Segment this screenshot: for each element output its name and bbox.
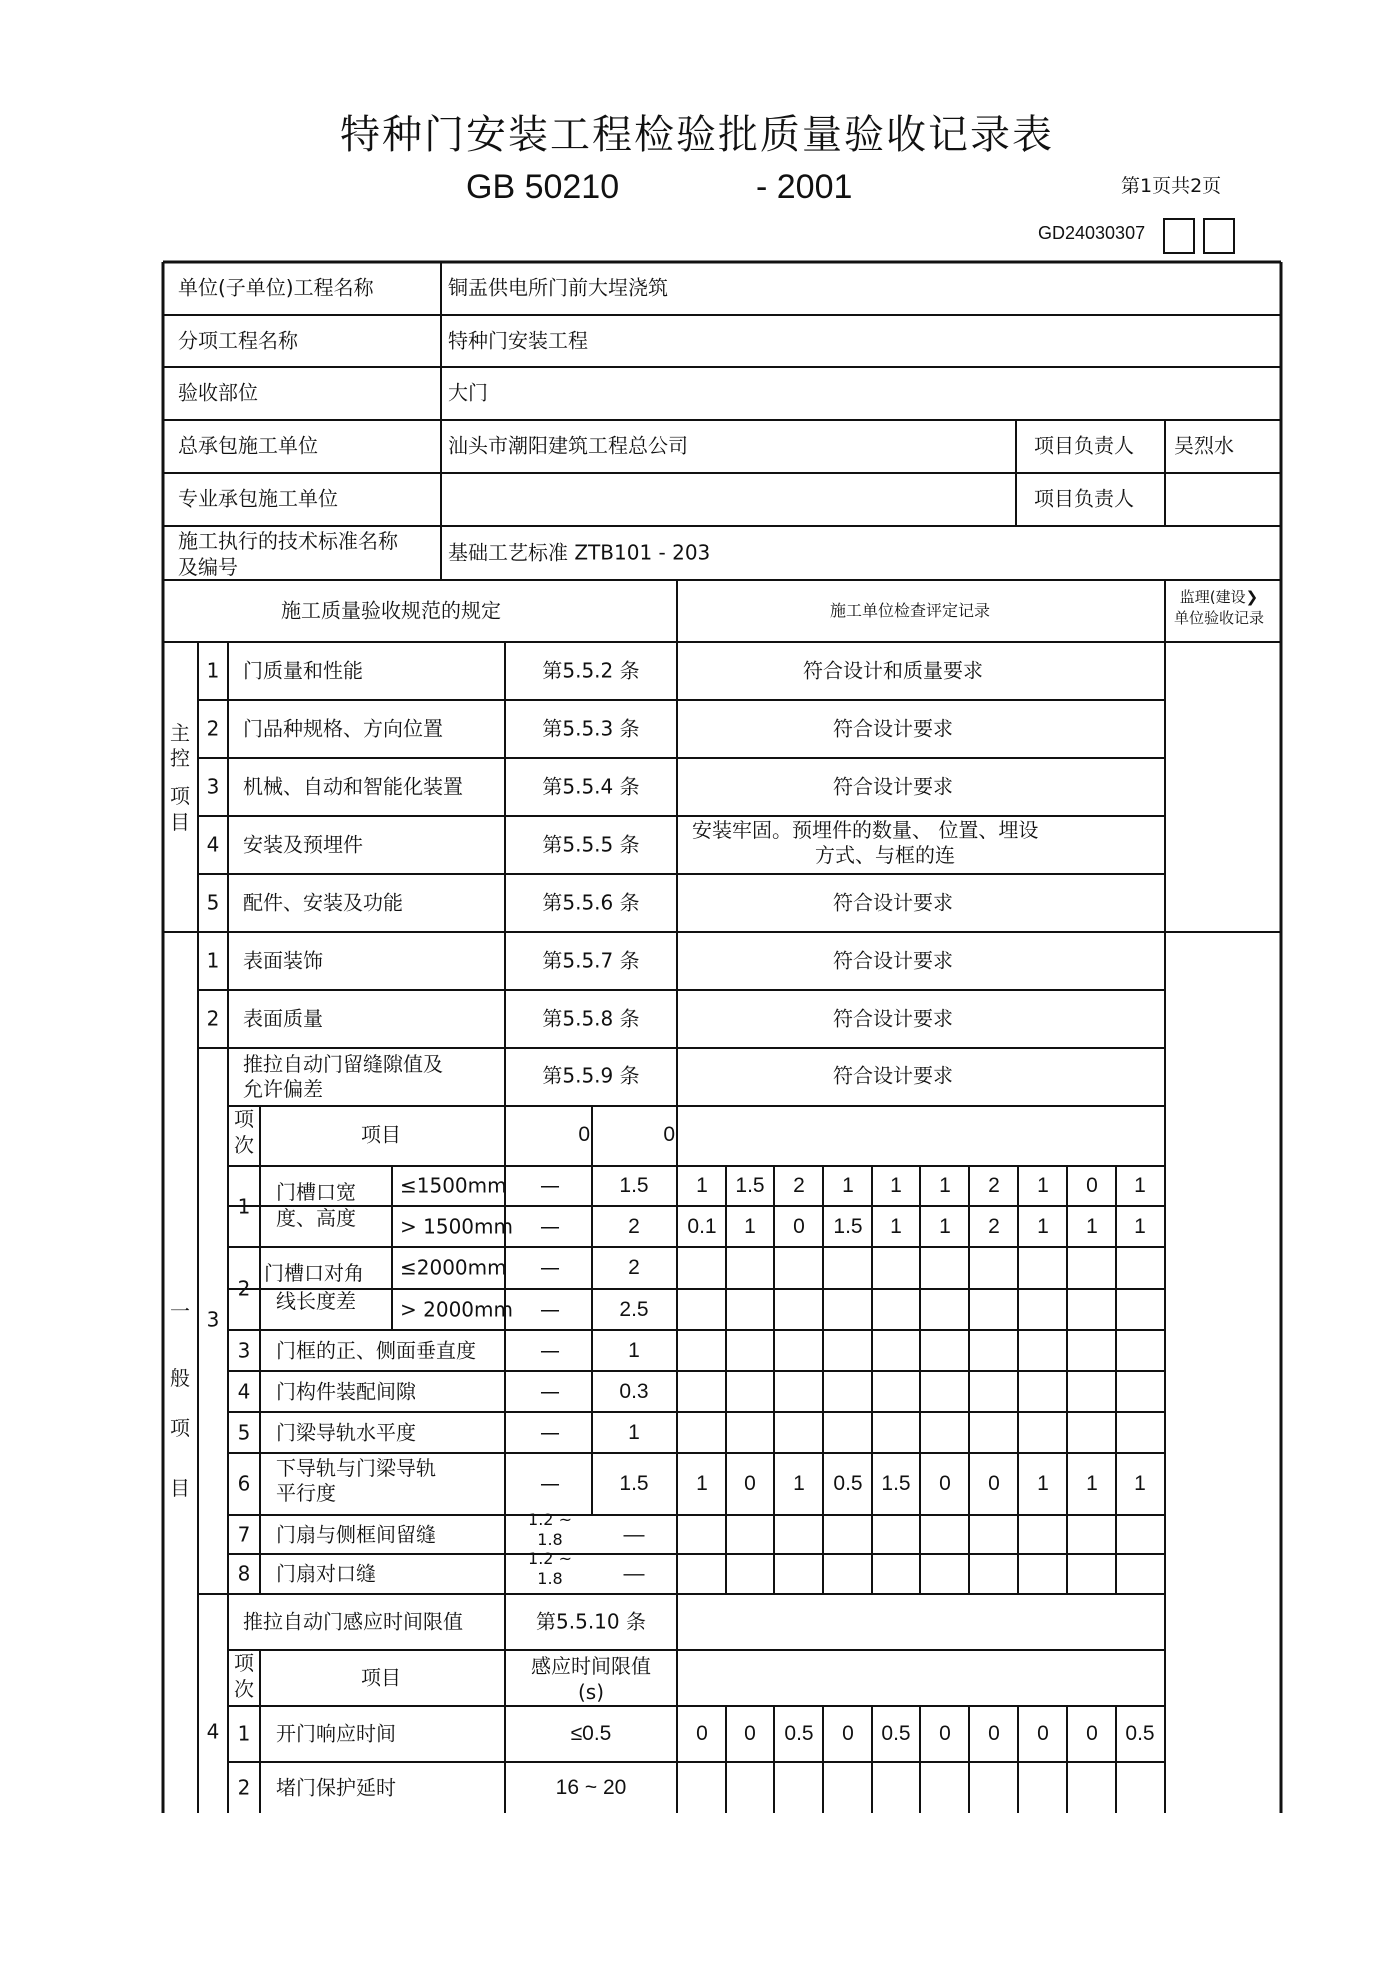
item3-seq-header-1: 项: [234, 1107, 254, 1131]
spec-column-header: 施工质量验收规范的规定: [281, 598, 501, 623]
main-item-2-name: 门品种规格、方向位置: [243, 716, 443, 741]
general-char-3: 项: [170, 1416, 190, 1440]
tol-row-8-value: 0: [939, 1471, 951, 1495]
main-item-4-result-2: 方式、与框的连: [815, 843, 955, 867]
sensing-row-1-limit: ≤0.5: [570, 1721, 612, 1745]
tol-row-3-allow-a: —: [540, 1255, 560, 1280]
general-contractor-label: 总承包施工单位: [178, 433, 318, 458]
tol-row-2-value: 1: [939, 1214, 951, 1238]
main-item-2-clause: 第5.5.3 条: [542, 716, 640, 741]
standard-code: GB 50210: [466, 168, 620, 206]
general-item-2-clause: 第5.5.8 条: [542, 1006, 640, 1031]
sensing-row-1-value: 0.5: [784, 1721, 814, 1745]
tol-row-6-no: 4: [237, 1379, 251, 1404]
item4-limit-header-2: (s): [577, 1680, 605, 1704]
general-char-1: 一: [170, 1299, 190, 1323]
tech-standard-label-1: 施工执行的技术标准名称: [178, 529, 398, 553]
sensing-row-1-value: 0.5: [1125, 1721, 1155, 1745]
sensing-row-1-value: 0: [1037, 1721, 1049, 1745]
tol-row-8-value: 0: [744, 1471, 756, 1495]
tol-row-8-name-2: 平行度: [276, 1481, 336, 1505]
main-item-4-name: 安装及预埋件: [243, 832, 363, 857]
tol-row-1-value: 2: [793, 1173, 805, 1197]
general-char-4: 目: [170, 1476, 190, 1500]
tol-row-1-value: 2: [988, 1173, 1000, 1197]
general-item-2-result: 符合设计要求: [833, 1006, 953, 1031]
main-item-3-no: 3: [206, 774, 220, 799]
sensing-row-1-value: 0: [842, 1721, 854, 1745]
tol-row-2-value: 1: [1086, 1214, 1098, 1238]
tol-row-8-value: 1: [1086, 1471, 1098, 1495]
item3-group2-name-2: 线长度差: [276, 1289, 356, 1313]
sensing-row-1-value: 0.5: [881, 1721, 911, 1745]
main-item-5-no: 5: [206, 890, 220, 915]
tol-row-2-cond: > 1500mm: [400, 1214, 513, 1239]
tol-row-4-allow-a: —: [540, 1297, 560, 1322]
tol-row-1-value: 1: [842, 1173, 854, 1197]
tol-row-1-value: 1.5: [735, 1173, 765, 1197]
tol-row-8-value: 0: [988, 1471, 1000, 1495]
tol-row-4-cond: > 2000mm: [400, 1297, 513, 1322]
supervision-header-2: 单位验收记录: [1173, 609, 1265, 627]
tol-row-2-allow-a: —: [540, 1214, 560, 1239]
item4-item-header: 项目: [361, 1665, 401, 1690]
tol-row-1-cond: ≤1500mm: [400, 1173, 507, 1198]
tol-row-1-value: 1: [939, 1173, 951, 1197]
general-item-1-name: 表面装饰: [243, 948, 323, 973]
tol-row-2-value: 0: [793, 1214, 805, 1238]
tol-row-10-no: 8: [237, 1561, 251, 1586]
tol-row-7-name: 门梁导轨水平度: [276, 1420, 416, 1445]
tol-row-1-no: 1: [237, 1194, 251, 1219]
item4-limit-header-1: 感应时间限值: [531, 1654, 651, 1678]
sensing-row-2-name: 堵门保护延时: [276, 1775, 396, 1800]
tol-row-2-value: 0.1: [687, 1214, 717, 1238]
tol-row-8-value: 1: [1037, 1471, 1049, 1495]
general-char-2: 般: [170, 1366, 190, 1390]
main-control-char-1: 主: [170, 721, 190, 745]
tol-row-8-value: 1: [1134, 1471, 1146, 1495]
tol-row-3-cond: ≤2000mm: [400, 1255, 507, 1280]
main-control-char-2: 控: [170, 746, 190, 770]
tol-row-10-name: 门扇对口缝: [276, 1561, 376, 1586]
sensing-row-1-value: 0: [696, 1721, 708, 1745]
tol-row-8-value: 1: [793, 1471, 805, 1495]
item3-seq-header-2: 次: [234, 1133, 254, 1157]
tol-row-2-value: 1.5: [833, 1214, 863, 1238]
tol-row-7-no: 5: [237, 1420, 251, 1445]
tech-standard-value: 基础工艺标准 ZTB101 - 203: [448, 540, 711, 565]
main-item-3-result: 符合设计要求: [833, 774, 953, 799]
tol-row-8-name-1: 下导轨与门梁导轨: [276, 1456, 436, 1480]
general-item-2-no: 2: [206, 1006, 220, 1031]
tol-row-3-allow-b: 2: [628, 1255, 640, 1279]
tol-row-2-value: 1: [1134, 1214, 1146, 1238]
tol-row-5-no: 3: [237, 1338, 251, 1363]
tol-row-1-allow-b: 1.5: [619, 1173, 649, 1197]
general-contractor-value: 汕头市潮阳建筑工程总公司: [448, 433, 688, 458]
record-column-header: 施工单位检查评定记录: [829, 600, 991, 620]
supervision-header-1: 监理(建设❯: [1179, 588, 1259, 606]
item3-item-header: 项目: [361, 1122, 401, 1147]
tol-row-3-no: 2: [237, 1276, 251, 1301]
tol-row-5-allow-b: 1: [628, 1338, 640, 1362]
acceptance-part-label: 验收部位: [178, 380, 258, 405]
form-code: GD24030307: [1038, 223, 1146, 243]
tol-row-9-allow-a-1: 1.2 ~: [528, 1510, 572, 1529]
sensing-row-2-no: 2: [237, 1775, 251, 1800]
main-item-4-no: 4: [206, 832, 220, 857]
tol-row-9-allow-b: —: [623, 1522, 645, 1546]
sub-project-label: 分项工程名称: [178, 328, 298, 353]
general-item-3-result: 符合设计要求: [833, 1063, 953, 1088]
tol-row-1-value: 1: [890, 1173, 902, 1197]
item3-col-b-header: 0: [663, 1122, 675, 1146]
tol-row-5-allow-a: —: [540, 1338, 560, 1363]
main-control-char-3: 项: [170, 784, 190, 808]
tol-row-2-value: 1: [890, 1214, 902, 1238]
main-item-1-name: 门质量和性能: [243, 658, 363, 683]
sensing-row-2-limit: 16 ~ 20: [555, 1775, 627, 1799]
tol-row-9-name: 门扇与侧框间留缝: [276, 1522, 436, 1547]
general-item-3-no: 3: [206, 1307, 220, 1332]
sub-project-value: 特种门安装工程: [448, 328, 588, 353]
tol-row-8-value: 0.5: [833, 1471, 863, 1495]
general-item-1-no: 1: [206, 948, 220, 973]
tol-row-8-value: 1: [696, 1471, 708, 1495]
sensing-row-1-value: 0: [1086, 1721, 1098, 1745]
general-item-3-name-2: 允许偏差: [243, 1077, 323, 1101]
tol-row-6-allow-b: 0.3: [619, 1379, 649, 1403]
tol-row-1-value: 1: [1037, 1173, 1049, 1197]
general-item-4-clause: 第5.5.10 条: [536, 1609, 646, 1634]
tol-row-8-allow-b: 1.5: [619, 1471, 649, 1495]
form-title: 特种门安装工程检验批质量验收记录表: [340, 112, 1054, 158]
tol-row-1-value: 1: [1134, 1173, 1146, 1197]
tol-row-10-allow-a-2: 1.8: [537, 1569, 563, 1588]
tol-row-5-name: 门框的正、侧面垂直度: [276, 1338, 476, 1363]
tol-row-1-value: 0: [1086, 1173, 1098, 1197]
unit-project-label: 单位(子单位)工程名称: [178, 275, 374, 300]
main-item-2-result: 符合设计要求: [833, 716, 953, 741]
tol-row-9-no: 7: [237, 1522, 251, 1547]
main-item-4-result-1: 安装牢固。预埋件的数量、 位置、埋设: [692, 818, 1039, 842]
tol-row-6-allow-a: —: [540, 1379, 560, 1404]
item4-seq-header-1: 项: [234, 1651, 254, 1675]
tol-row-6-name: 门构件装配间隙: [276, 1379, 416, 1404]
item3-group2-name-1: 门槽口对角: [264, 1261, 364, 1285]
unit-project-value: 铜盂供电所门前大埕浇筑: [448, 275, 668, 300]
page-info: 第1页共2页: [1121, 175, 1222, 197]
tol-row-7-allow-b: 1: [628, 1420, 640, 1444]
general-item-4-no: 4: [206, 1719, 220, 1744]
sub-manager-label: 项目负责人: [1034, 486, 1134, 511]
tol-row-10-allow-a-1: 1.2 ~: [528, 1549, 572, 1568]
tol-row-1-allow-a: —: [540, 1173, 560, 1198]
item4-seq-header-2: 次: [234, 1677, 254, 1701]
tol-row-1-value: 1: [696, 1173, 708, 1197]
general-item-3-clause: 第5.5.9 条: [542, 1063, 640, 1088]
main-item-5-clause: 第5.5.6 条: [542, 890, 640, 915]
item3-group1-name-1: 门槽口宽: [276, 1180, 356, 1204]
general-item-2-name: 表面质量: [243, 1006, 323, 1031]
tol-row-2-value: 1: [1037, 1214, 1049, 1238]
main-item-3-name: 机械、自动和智能化装置: [243, 774, 463, 799]
tol-row-4-allow-b: 2.5: [619, 1297, 649, 1321]
tol-row-7-allow-a: —: [540, 1420, 560, 1445]
tol-row-8-allow-a: —: [540, 1471, 560, 1496]
standard-year: - 2001: [756, 168, 853, 206]
sensing-row-1-value: 0: [988, 1721, 1000, 1745]
general-item-3-name-1: 推拉自动门留缝隙值及: [243, 1052, 443, 1076]
acceptance-part-value: 大门: [448, 380, 488, 405]
main-control-char-4: 目: [170, 810, 190, 834]
manager-label: 项目负责人: [1034, 433, 1134, 458]
tech-standard-label-2: 及编号: [178, 555, 238, 579]
tol-row-9-allow-a-2: 1.8: [537, 1530, 563, 1549]
sensing-row-1-no: 1: [237, 1721, 251, 1746]
main-item-3-clause: 第5.5.4 条: [542, 774, 640, 799]
main-item-5-name: 配件、安装及功能: [243, 890, 403, 915]
main-item-1-clause: 第5.5.2 条: [542, 658, 640, 683]
tol-row-2-value: 2: [988, 1214, 1000, 1238]
general-item-4-name: 推拉自动门感应时间限值: [243, 1609, 463, 1634]
tol-row-8-no: 6: [237, 1471, 251, 1496]
main-item-5-result: 符合设计要求: [833, 890, 953, 915]
tol-row-8-value: 1.5: [881, 1471, 911, 1495]
main-item-4-clause: 第5.5.5 条: [542, 832, 640, 857]
tol-row-2-value: 1: [744, 1214, 756, 1238]
tol-row-10-allow-b: —: [623, 1561, 645, 1585]
sensing-row-1-name: 开门响应时间: [276, 1721, 396, 1746]
general-item-1-result: 符合设计要求: [833, 948, 953, 973]
sub-contractor-label: 专业承包施工单位: [178, 486, 338, 511]
main-item-1-result: 符合设计和质量要求: [803, 658, 983, 683]
general-item-1-clause: 第5.5.7 条: [542, 948, 640, 973]
item3-group1-name-2: 度、高度: [276, 1206, 356, 1230]
main-item-1-no: 1: [206, 658, 220, 683]
sensing-row-1-value: 0: [744, 1721, 756, 1745]
sensing-row-1-value: 0: [939, 1721, 951, 1745]
tol-row-2-allow-b: 2: [628, 1214, 640, 1238]
main-item-2-no: 2: [206, 716, 220, 741]
item3-col-a-header: 0: [578, 1122, 590, 1146]
manager-value: 吴烈水: [1174, 433, 1234, 458]
